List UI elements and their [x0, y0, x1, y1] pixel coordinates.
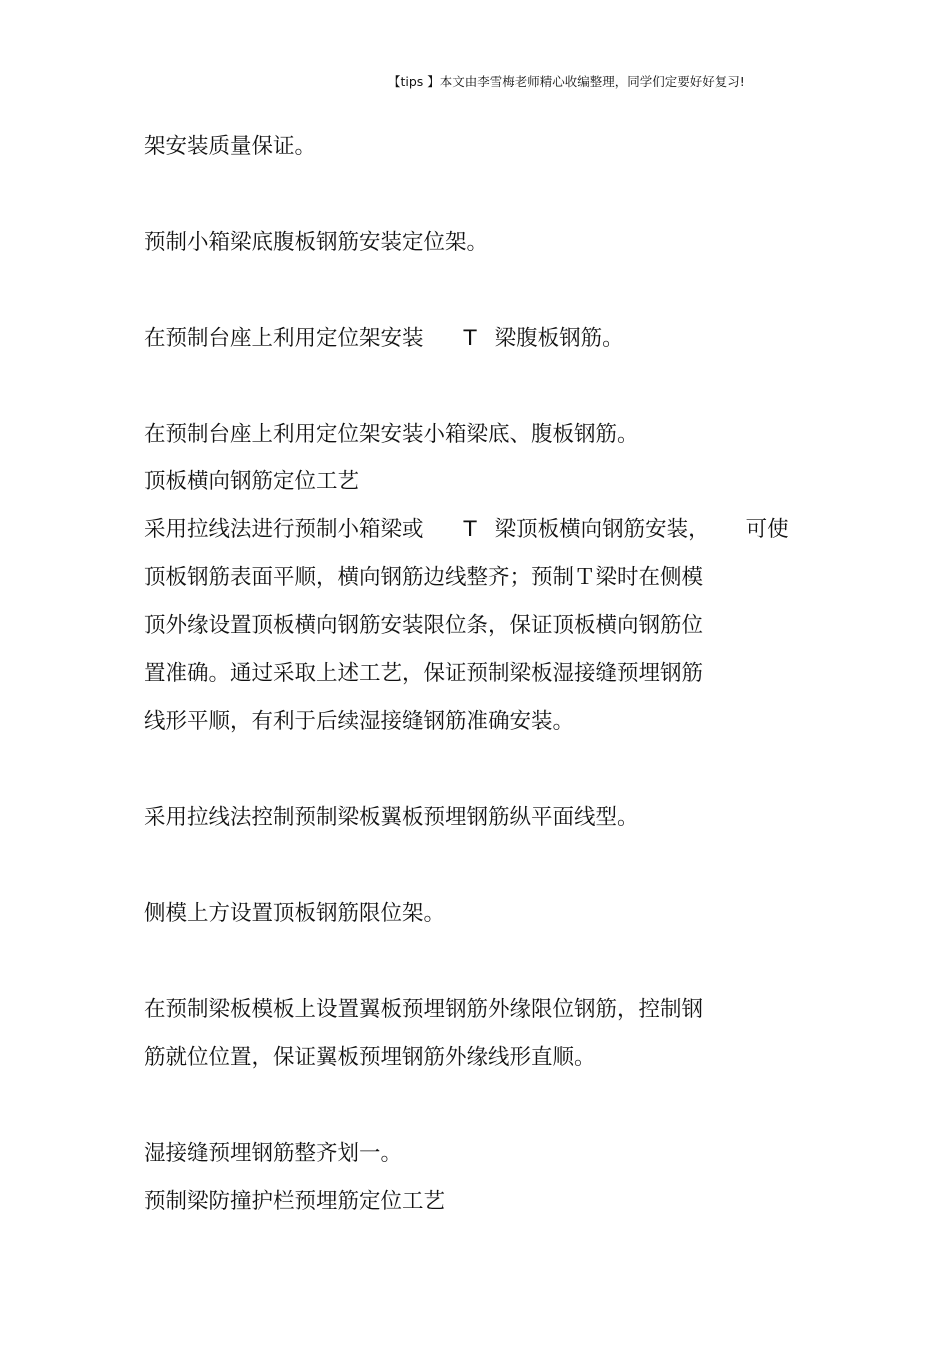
text-line-3-part-a: 在预制台座上利用定位架安装 [144, 326, 424, 351]
section-heading-guardrail: 预制梁防撞护栏预埋筋定位工艺 [144, 1189, 446, 1214]
text-line-11: 采用拉线法控制预制梁板翼板预埋钢筋纵平面线型。 [144, 805, 639, 830]
page-header-note: 【tips 】本文由李雪梅老师精心收编整理，同学们定要好好复习! [388, 74, 745, 89]
text-line-13: 在预制梁板模板上设置翼板预埋钢筋外缘限位钢筋，控制钢 [144, 997, 704, 1022]
text-line-6-part-b: T [463, 517, 477, 542]
text-line-6 [144, 517, 789, 543]
text-line-3 [144, 326, 624, 352]
text-line-2: 预制小箱梁底腹板钢筋安装定位架。 [144, 230, 489, 255]
text-line-4: 在预制台座上利用定位架安装小箱梁底、腹板钢筋。 [144, 422, 639, 447]
text-line-14: 筋就位位置，保证翼板预埋钢筋外缘线形直顺。 [144, 1045, 596, 1070]
text-line-1: 架安装质量保证。 [144, 134, 317, 159]
text-line-6-part-d: 可使 [745, 517, 789, 542]
text-line-7: 顶板钢筋表面平顺，横向钢筋边线整齐；预制Ｔ梁时在侧模 [144, 565, 704, 590]
text-line-10: 线形平顺，有利于后续湿接缝钢筋准确安装。 [144, 709, 575, 734]
text-line-6-part-a: 采用拉线法进行预制小箱梁或 [144, 517, 424, 542]
text-line-3-part-c: 梁腹板钢筋。 [494, 326, 624, 351]
text-line-12: 侧模上方设置顶板钢筋限位架。 [144, 901, 446, 926]
text-line-6-part-c: 梁顶板横向钢筋安装， [494, 517, 710, 542]
text-line-3-part-b: T [463, 326, 477, 351]
text-line-9: 置准确。通过采取上述工艺，保证预制梁板湿接缝预埋钢筋 [144, 661, 704, 686]
section-heading-top-slab: 顶板横向钢筋定位工艺 [144, 469, 360, 494]
text-line-15: 湿接缝预埋钢筋整齐划一。 [144, 1141, 403, 1166]
text-line-8: 顶外缘设置顶板横向钢筋安装限位条，保证顶板横向钢筋位 [144, 613, 704, 638]
